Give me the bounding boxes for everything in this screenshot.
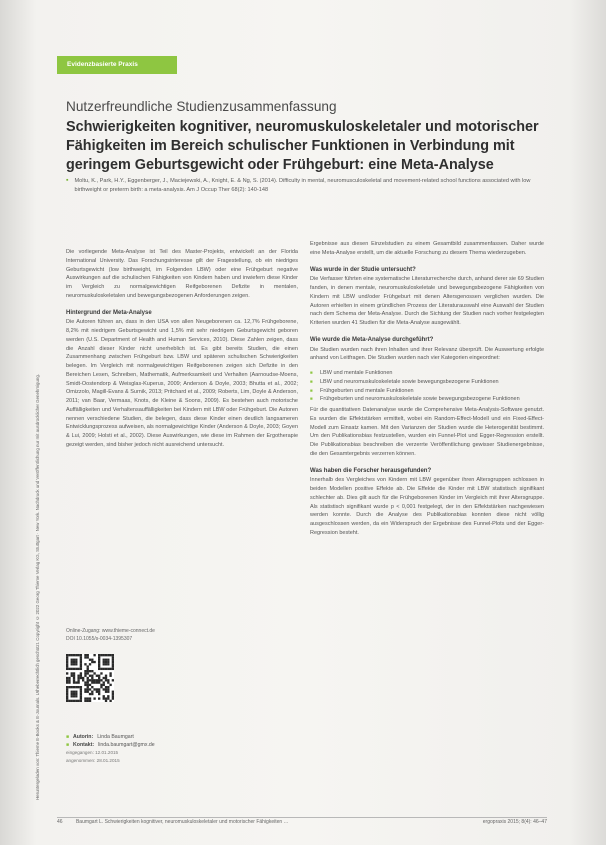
result-paragraph: Innerhalb des Vergleiches von Kindern mit LBW gegenüber ihren Altersgruppen schlossen in beiden Modellen positive Effekte ab. Die Effekte die Kinder mit LBW statistisch signifikant schlechter ab. Dies gilt auch für die Frühgeborenen Kinder im Vergleich mit ihrer Altersgruppe. Als statistisch signifikant wurde p < 0,001 festgelegt, der in den Effektstärken nachgewiesen werden konnte. Durch die Analyse des Publikationsbias konnten diese nicht völlig ausgeschlossen werden, da ein Widerspruch der Ergebnisse des Funnel-Plots und der Egger-Regression besteht. <box>310 477 544 536</box>
background-paragraph: Die Autoren führen an, dass in den USA von allen Neugeborenen ca. 12,7% Frühgeborene, 8,2% mit niedrigem Geburtsgewicht und 1,5% mit sehr niedrigem Geburtsgewicht geboren werden (U.S. Department of Health and Human Services, 2010). Diese Zahlen zeigen, dass die Anzahl dieser Kinder nicht unerheblich ist. Es gibt bereits Studien, die einen Zusammenhang zwischen Frühgeburt bzw. LBW und späteren schulischen Schwierigkeiten belegen. Im Vergleich mit normalgewichtigen Reifgeborenen zeigen sich Defizite in den Bereichen Lesen, Schreiben, Mathematik, Aufmerksamkeit und Verhalten (Aarnoudse-Moens, Smidt-Oostendorp & Weisglas-Kuperus, 2009; Anderson & Doyle, 2003; Bhutta et al., 2002; Omizzolo, Magill-Evans & Surnik, 2013; Pritchard et al., 2009; Roberts, Lim, Doyle & Anderson, 2011; van Baar, Vermaas, Knots, de Kleine & Soons, 2009). Es bestehen auch motorische Auffälligkeiten und Verhaltensauffälligkeiten bei Kindern mit LBW oder Frühgeburt. Die Autoren nennen verschiedene Studien, die belegen, dass diese Kinder einen deutlich langsameren Entwicklungsprozess aufweisen, als normalgewichtige Kinder (Anderson & Doyle, 2003; Goyen & Lui, 2009; Holsti et al., 2002). Diese Auswirkungen, wie diese im Rahmen der Ergotherapie gezeigt werden, sind bisher jedoch nicht ausreichend untersucht. <box>66 319 298 448</box>
received-date: eingegangen: 12.01.2015 <box>66 750 119 755</box>
heading-background: Hintergrund der Meta-Analyse <box>66 309 152 316</box>
list-item: ■ LBW und neuromuskuloskeletale sowie bewegungsbezogene Funktionen <box>310 378 544 387</box>
article-subtitle: Nutzerfreundliche Studienzusammenfassung <box>66 99 337 114</box>
method-paragraph: Für die quantitativen Datenanalyse wurde die Comprehensive Meta-Analysis-Software genutzt. Es wurden die Effektstärken ermittelt, wobei ein Random-Effect-Modell und ein Fixed-Effect-Modell zum Einsatz kamen. Mit den Varianzen der Studien wurde die Heterogenität bestimmt. Um den Publikationsbias festzustellen, wurden ein Funnel-Plot und Egger-Regression erstellt. Die Publikationsbias beschreiben die verzerrte Veröffentlichung gewisser Studienergebnisse, die den Gesamtergebnis verzerren können. <box>310 407 544 457</box>
accepted-date: angenommen: 28.01.2015 <box>66 758 120 763</box>
how-paragraph: Die Studien wurden nach ihren Inhalten und ihrer Relevanz überprüft. Die Auswertung erfolgte anhand von Leitfragen. Die Studien wurden nach vier Kategorien eingeordnet: <box>310 346 544 362</box>
citation-bullet-icon: ▪ <box>66 177 69 184</box>
page-number: 46 <box>57 819 63 825</box>
contact-label: Kontakt: <box>73 742 95 748</box>
article-header <box>66 98 546 175</box>
heading-how: Wie wurde die Meta-Analyse durchgeführt? <box>310 336 434 343</box>
right-column <box>310 240 544 544</box>
category-list <box>310 369 544 404</box>
author-bullet-icon: ■ <box>66 734 70 740</box>
citation <box>66 177 540 194</box>
list-item: ■ LBW und mentale Funktionen <box>310 369 544 378</box>
citation-text: Moltu, K., Park, H.Y., Eggenberger, J., Maciejewski, A., Knight, E. & Ng, S. (2014). Difficulty in mental, neuromusculoskeletal and movement-related school functions associated with low birthweight or preterm birth: a meta-analysis. Am J Occup Ther 68(2): 140-148 <box>74 178 531 193</box>
online-doi: DOI 10.1055/s-0034-1395307 <box>66 636 133 642</box>
footer-divider <box>57 817 547 818</box>
list-item: ■ Frühgeburten und neuromuskuloskeletale sowie bewegungsbezogene Funktionen <box>310 395 544 404</box>
running-title: Baumgart L. Schwierigkeiten kognitiver, neuromuskuloskeletaler und motorischer Fähigkeiten … <box>75 819 289 825</box>
author-label: Autorin: <box>73 734 94 740</box>
journal-reference: ergopraxis 2015; 8(4): 46–47 <box>482 819 547 825</box>
contact-email[interactable]: linda.baumgart@gmx.de <box>98 742 155 748</box>
section-banner: Evidenzbasierte Praxis <box>57 56 177 74</box>
qr-code <box>66 654 114 702</box>
list-item: ■ Frühgeburten und mentale Funktionen <box>310 387 544 396</box>
left-column <box>66 248 298 456</box>
heading-what: Was wurde in der Studie untersucht? <box>310 266 416 273</box>
intro-paragraph: Die vorliegende Meta-Analyse ist Teil des Master-Projekts, entwickelt an der Florida International University. Das Forschungsinteresse gilt der Fragestellung, ob ein niedriges Geburtsgewicht (low birthweight, im Folgenden LBW) oder eine Frühgeburt negative Auswirkungen auf die schulischen Fähigkeiten von Kindern haben und inwiefern diese Kinder im Vergleich zu normalgewichtigen Reifgeborenen Defizite in mentalen, neuromuskuloskeletalen und bewegungsbezogenen Anforderungen zeigen. <box>66 249 298 299</box>
author-line <box>66 733 296 741</box>
online-url: Online-Zugang: www.thieme-connect.de <box>66 628 155 634</box>
heading-result: Was haben die Forscher herausgefunden? <box>310 467 432 474</box>
article-title: Schwierigkeiten kognitiver, neuromuskuloskeletaler und motorischer Fähigkeiten im Bereich schulischer Funktionen in Verbindung mit geringem Geburtsgewicht oder Frühgeburt: eine Meta-Analyse <box>66 119 539 173</box>
intro-continued: Ergebnisse aus diesen Einzelstudien zu einem Gesamtbild zusammenfassen. Daher wurde eine Meta-Analyse erstellt, um die aktuelle Forschung zu diesem Thema wiederzugeben. <box>310 241 544 256</box>
side-download-notice: Heruntergeladen von: Thieme E-Books & E-Journals. Urheberrechtlich geschützt. Copyright © 2022 Georg Thieme Verlag KG, Stuttgart · New York. Nachdruck und Veröffentlichung nur mit ausdrücklicher Genehmigung. <box>35 374 40 800</box>
online-access <box>66 627 296 643</box>
author-name: Linda Baumgart <box>97 734 134 740</box>
page-footer <box>57 819 547 825</box>
contact-bullet-icon: ■ <box>66 742 70 748</box>
what-paragraph: Die Verfasser führten eine systematische Literaturrecherche durch, anhand derer sie 69 Studien fanden, in denen mentale, neuromuskuloskeletale und bewegungsbezogene Fähigkeiten von Kindern mit LBW und/oder Frühgeburt mit denen Altersgenossen verglichen wurden. Die Autoren erhielten in einem gründlichen Prozess der Literaturauswahl eine Auswahl der Studien nach dem Schema der Meta-Analyse. Durch die Sichtung der Studien nach vorher festgelegten Kriterien wurden 41 Studien für die Meta-Analyse ausgewählt. <box>310 276 544 326</box>
footnotes <box>66 733 296 765</box>
contact-line <box>66 741 296 749</box>
